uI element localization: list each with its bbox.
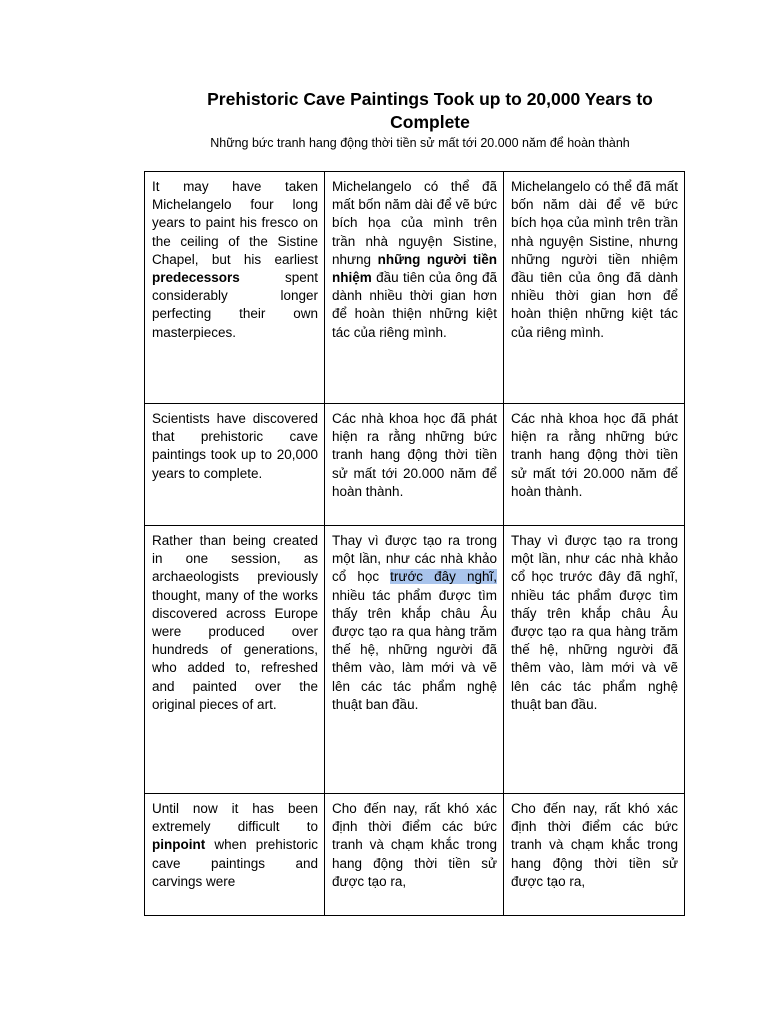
document-subtitle: Những bức tranh hang động thời tiền sử mất tới 20.000 năm để hoàn thành [210, 136, 630, 150]
english-cell: Until now it has been extremely difficult to pinpoint when prehistoric cave paintings and carvings were [145, 794, 325, 916]
vietnamese-draft-cell: Michelangelo có thể đã mất bốn năm dài để vẽ bức bích họa của mình trên trần nhà nguyện Sistine, nhưng những người tiền nhiệm đầu tiên của ông đã dành nhiều thời gian hơn để hoàn thiện những kiệt tác của riêng mình. [325, 172, 504, 404]
vietnamese-draft-cell: Các nhà khoa học đã phát hiện ra rằng những bức tranh hang động thời tiền sử mất tới 20.000 năm để hoàn thành. [325, 404, 504, 526]
bold-term: những người tiền nhiệm [332, 251, 497, 286]
english-cell: It may have taken Michelangelo four long years to paint his fresco on the ceiling of the Sistine Chapel, but his earliest predecessors spent considerably longer perfecting their own masterpieces. [145, 172, 325, 404]
table-row [145, 172, 685, 404]
table-row [145, 526, 685, 794]
translation-table [144, 171, 685, 916]
table-row [145, 794, 685, 916]
vietnamese-final-cell: Các nhà khoa học đã phát hiện ra rằng những bức tranh hang động thời tiền sử mất tới 20.000 năm để hoàn thành. [504, 404, 685, 526]
vietnamese-final-cell: Cho đến nay, rất khó xác định thời điểm các bức tranh và chạm khắc trong hang động thời tiền sử được tạo ra, [504, 794, 685, 916]
table-row [145, 404, 685, 526]
bold-term: predecessors [152, 270, 240, 286]
vietnamese-final-cell: Michelangelo có thể đã mất bốn năm dài để vẽ bức bích họa của mình trên trần nhà nguyện Sistine, nhưng những người tiền nhiệm đầu tiên của ông đã dành nhiều thời gian hơn để hoàn thiện những kiệt tác của riêng mình. [504, 172, 685, 404]
english-cell: Rather than being created in one session, as archaeologists previously thought, many of the works discovered across Europe were produced over hundreds of generations, who added to, refreshed and painted over the original pieces of art. [145, 526, 325, 794]
vietnamese-draft-cell: Cho đến nay, rất khó xác định thời điểm các bức tranh và chạm khắc trong hang động thời tiền sử được tạo ra, [325, 794, 504, 916]
document-title: Prehistoric Cave Paintings Took up to 20,000 Years to Complete [207, 89, 653, 132]
selected-text-highlight[interactable]: trước đây nghĩ, [390, 569, 497, 585]
bold-term: pinpoint [152, 837, 206, 853]
vietnamese-draft-cell: Thay vì được tạo ra trong một lần, như các nhà khảo cổ học trước đây nghĩ, nhiều tác phẩm được tìm thấy trên khắp châu Âu được tạo ra qua hàng trăm thế hệ, những người đã thêm vào, làm mới và vẽ lên các tác phẩm nghệ thuật ban đầu. [325, 526, 504, 794]
english-cell: Scientists have discovered that prehistoric cave paintings took up to 20,000 years to complete. [145, 404, 325, 526]
vietnamese-final-cell: Thay vì được tạo ra trong một lần, như các nhà khảo cổ học trước đây đã nghĩ, nhiều tác phẩm được tìm thấy trên khắp châu Âu được tạo ra qua hàng trăm thế hệ, những người đã thêm vào, làm mới và vẽ lên các tác phẩm nghệ thuật ban đầu. [504, 526, 685, 794]
